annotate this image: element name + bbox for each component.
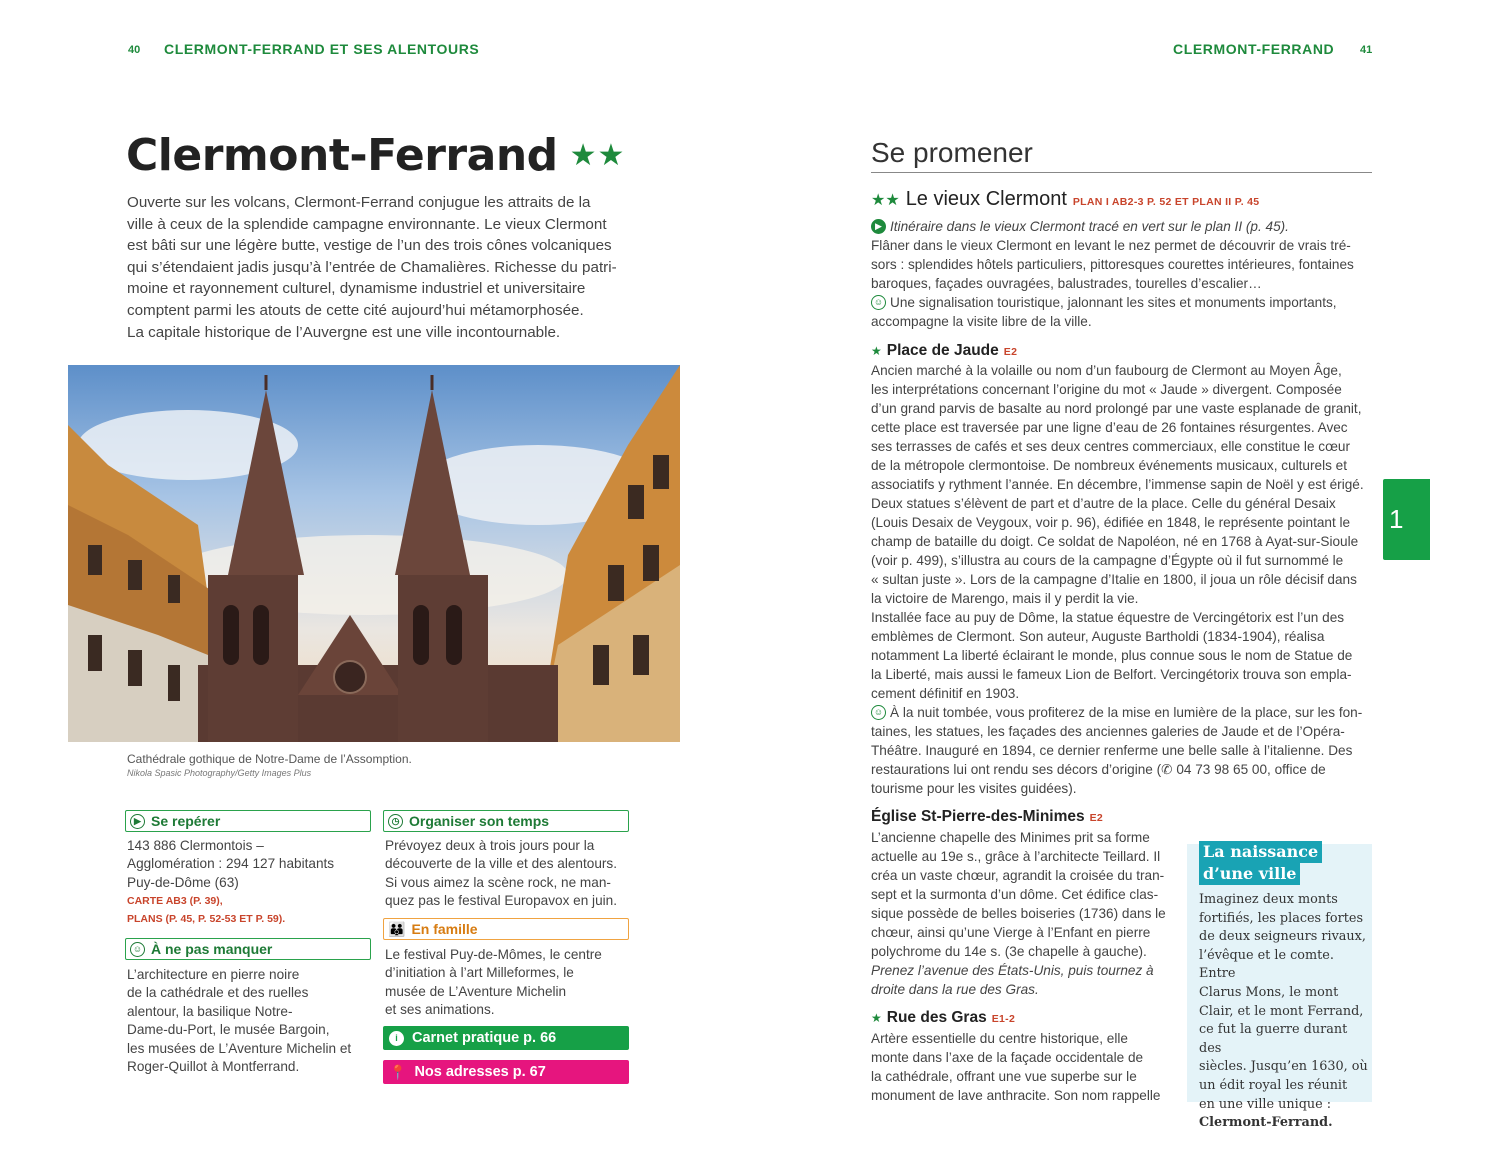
minimes-title: Église St-Pierre-des-Minimes [871,808,1085,825]
vieux-clermont-heading [871,188,1259,211]
left-running-head: CLERMONT-FERRAND ET SES ALENTOURS [164,41,480,57]
play-circle-icon: ▶ [871,219,886,234]
left-page-number: 40 [128,44,141,56]
minimes-heading [871,808,1103,826]
clock-icon: ◷ [388,814,403,829]
jaude-star: ★ [871,344,882,358]
cathedral-photo [68,365,680,742]
sidebar-title-line2: d’une ville [1199,863,1300,885]
plans-ref: PLANS (P. 45, P. 52-53 ET P. 59). [127,913,286,926]
intro-paragraph: Ouverte sur les volcans, Clermont-Ferrand conjugue les attraits de la ville à ceux de la splendide campagne environnante. Le vieux Clermont est bâti sur une légère butte, vestige de l’un des trois cônes volcaniques qui s’étendaient jadis jusqu’à l’entrée de Chamalières. Richesse du patri- moine et rayonnement culturel, dynamisme industriel et universitaire comptent parmi les atouts de cette cité aujourd’hui métamorphosée. La capitale historique de l’Auvergne est une ville incontournable. [127,194,617,341]
jaude-plan: E2 [1003,346,1018,358]
nos-adresses-link[interactable]: 📍 Nos adresses p. 67 [383,1060,629,1084]
jaude-heading [871,342,1017,360]
page-title-block [126,130,625,181]
right-running-head: CLERMONT-FERRAND [1173,41,1335,57]
sidebar-text: Imaginez deux monts fortifiés, les places fortes de deux seigneurs rivaux, l’évêque et le comte. Entre Clarus Mons, le mont Clair, et le mont Ferrand, ce fut la guerre durant des siècles. Jusqu’en 1630, où un édit royal les réunit en une ville unique : Clermont-Ferrand. [1199,892,1368,1131]
minimes-plan: E2 [1089,812,1104,824]
smiley-icon: ☺ [871,705,886,720]
en-famille-heading: 👪 En famille [383,918,629,940]
a-ne-pas-manquer-heading: ☺ À ne pas manquer [125,938,371,960]
vieux-clermont-text: ▶ Itinéraire dans le vieux Clermont tracé en vert sur le plan II (p. 45). Flâner dans le vieux Clermont en levant le nez permet de découvrir de vrais tré- sors : splendides hôtels particuliers, pittoresques courettes intérieures, fontaines baroques, façades ouvragées, balustrades, tourelles d’escalier… ☺ Une signalisation touristique, jalonnant les sites et monuments importants, accompagne la visite libre de la ville. [871,219,1354,329]
jaude-title: Place de Jaude [886,342,999,359]
gras-star: ★ [871,1011,882,1025]
page-title: Clermont-Ferrand [126,130,558,181]
naissance-sidebar [1187,842,1372,1131]
play-circle-icon: ▶ [130,814,145,829]
photo-caption: Cathédrale gothique de Notre-Dame de l’Assomption. [127,752,412,766]
carnet-pratique-link[interactable]: i Carnet pratique p. 66 [383,1026,629,1050]
vieux-clermont-plan: PLAN I AB2-3 P. 52 ET PLAN II P. 45 [1072,196,1260,208]
gras-text: Artère essentielle du centre historique, elle monte dans l’axe de la façade occidentale de la cathédrale, offrant une vue superbe sur le monument de lave anthracite. Son nom rappelle [871,1031,1161,1103]
jaude-text: Ancien marché à la volaille ou nom d’un faubourg de Clermont au Moyen Âge, les interprétations concernant l’origine du mot « Jaude » divergent. Composée d’un grand parvis de basalte au nord prolongé par une vaste esplanade de granit, cette place est traversée par une ligne d’eau de 26 fontaines résurgentes. Avec ses terrasses de cafés et ses deux centres commerciaux, elle constitue le cœur de la métropole clermontoise. De nombreux événements musicaux, culturels et associatifs y rythment l’année. En décembre, l’immense sapin de Noël y est érigé. Deux statues s’élèvent de part et d’autre de la place. Celle du général Desaix (Louis Desaix de Veygoux, voir p. 96), édifiée en 1848, le représente pointant le champ de bataille du doigt. Ce soldat de Napoléon, né en 1768 à Ayat-sur-Sioule (voir p. 499), s’illustra au cours de la campagne d’Égypte où il fut surnommé le « sultan juste ». Lors de la campagne d’Italie en 1800, il joua un rôle décisif dans la victoire de Marengo, mais il y perdit la vie. Installée face au puy de Dôme, la statue équestre de Vercingétorix est l’un des emblèmes de Clermont. Son auteur, Auguste Bartholdi (1834-1904), réalisa notamment La liberté éclairant le monde, plus connue sous le nom de Statue de la Liberté, mais aussi le fameux Lion de Belfort. Vercingétorix trouva son empla- cement définitif en 1903. ☺ À la nuit tombée, vous profiterez de la mise en lumière de la place, sur les fon- taines, les statues, les façades des anciennes galeries de Jaude et de l’Opéra- Théâtre. Inauguré en 1894, ce dernier renferme une belle salle à l’italienne. Des restaurations lui ont rendu ses décors d’origine (✆ 04 73 98 65 00, office de tourisme pour les visites guidées). [871,363,1364,796]
gras-heading [871,1009,1015,1027]
en-famille-text: Le festival Puy-de-Mômes, le centre d’initiation à l’art Milleformes, le musée de L’Aventure Michelin et ses animations. [385,947,602,1018]
info-icon: i [389,1031,404,1046]
smiley-icon: ☺ [130,942,145,957]
section-title: Se promener [871,137,1033,168]
gras-plan: E1-2 [991,1013,1016,1025]
organiser-text: Prévoyez deux à trois jours pour la découverte de la ville et des alentours. Si vous aimez la scène rock, ne man- quez pas le festival Europavox en juin. [385,838,617,909]
se-reperer-heading: ▶ Se repérer [125,810,371,832]
vieux-clermont-title: Le vieux Clermont [905,188,1067,210]
smiley-icon: ☺ [871,295,886,310]
a-ne-pas-manquer-text: L’architecture en pierre noire de la cathédrale et des ruelles alentour, la basilique Notre- Dame-du-Port, le musée Bargoin, les musées de L’Aventure Michelin et Roger-Quillot à Montferrand. [127,967,352,1075]
photo-credit: Nikola Spasic Photography/Getty Images Plus [127,768,312,778]
sidebar-title-line1: La naissance [1199,841,1322,863]
right-page-number: 41 [1360,44,1373,56]
carte-ref: CARTE AB3 (P. 39), [127,895,223,908]
cathedral-illustration [68,365,680,742]
vieux-clermont-stars: ★★ [871,192,900,209]
gras-title: Rue des Gras [886,1009,987,1026]
map-pin-icon: 📍 [389,1063,407,1080]
title-stars: ★★ [569,139,626,172]
section-rule [871,172,1372,173]
chapter-tab[interactable]: 1 [1383,479,1430,560]
se-reperer-text: 143 886 Clermontois – Agglomération : 294 127 habitants Puy-de-Dôme (63) CARTE AB3 (P. 39), PLANS (P. 45, P. 52-53 ET P. 59). [127,837,377,928]
family-icon: 👪 [388,920,406,937]
minimes-text: L’ancienne chapelle des Minimes prit sa forme actuelle au 19e s., grâce à l’architecte Teillard. Il créa un vaste chœur, agrandit la croisée du tran- sept et la surmonta d’un dôme. Cet édifice clas- sique possède de belles boiseries (1736) dans le chœur, ainsi qu’une Vierge à l’Enfant en pierre polychrome du 14e s. (3e chapelle à gauche). Prenez l’avenue des États-Unis, puis tournez à droite dans la rue des Gras. [871,830,1166,997]
organiser-heading: ◷ Organiser son temps [383,810,629,832]
